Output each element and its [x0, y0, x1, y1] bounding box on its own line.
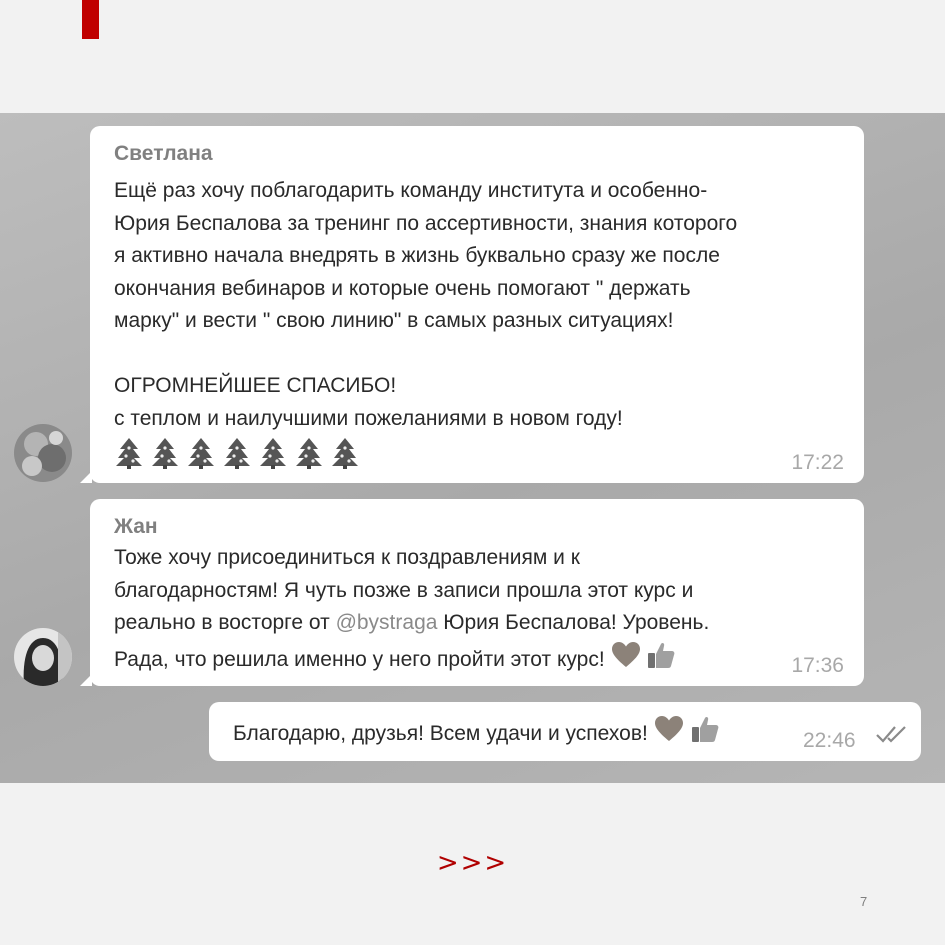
- thumbs-up-icon: [646, 640, 676, 681]
- accent-bar: [82, 0, 99, 39]
- next-slide-arrows[interactable]: >>>: [436, 848, 509, 878]
- christmas-tree-icon: [294, 437, 328, 467]
- message-text-part: Тоже хочу присоединиться к поздравлениям и к благодарностям! Я чуть позже в записи прошла этот курс и реально в восторге от: [114, 546, 694, 634]
- message-text: Ещё раз хочу поблагодарить команду института и особенно- Юрия Беспалова за тренинг по ассертивности, знания которого я активно начала внедрять в жизнь буквально сразу же после окончания вебинаров и которые очень помогают " держать марку" и вести " свою линию" в самых разных ситуациях! ОГРОМНЕЙШЕЕ СПАСИБО! с теплом и наилучшими пожеланиями в новом году!: [114, 179, 738, 430]
- double-check-icon: [875, 724, 909, 749]
- thumbs-up-icon: [690, 714, 720, 755]
- message-time: 17:36: [791, 654, 844, 677]
- message-text: [233, 714, 897, 755]
- avatar[interactable]: [14, 424, 72, 482]
- christmas-tree-icon: [330, 437, 364, 467]
- message-bubble-outgoing[interactable]: [209, 702, 921, 761]
- message-time: 17:22: [791, 451, 844, 474]
- heart-icon: [654, 715, 684, 754]
- message-text-part: Юрия Беспалова! Уровень. Рада, что решила именно у него пройти этот курс!: [114, 611, 710, 671]
- message-text: [114, 542, 840, 680]
- mention-link[interactable]: @bystraga: [335, 611, 438, 634]
- christmas-tree-icon: [114, 437, 148, 467]
- emoji-row: [114, 437, 840, 469]
- message-sender[interactable]: Жан: [114, 515, 158, 538]
- page-number: 7: [860, 894, 868, 909]
- christmas-tree-icon: [258, 437, 292, 467]
- christmas-tree-icon: [186, 437, 220, 467]
- christmas-tree-icon: [150, 437, 184, 467]
- chat-window[interactable]: [0, 113, 945, 783]
- message-bubble[interactable]: [90, 499, 864, 686]
- message-time: 22:46: [803, 729, 856, 752]
- message-sender[interactable]: Светлана: [114, 142, 213, 165]
- message-text-part: Благодарю, друзья! Всем удачи и успехов!: [233, 722, 654, 746]
- heart-icon: [611, 641, 641, 680]
- christmas-tree-icon: [222, 437, 256, 467]
- avatar[interactable]: [14, 628, 72, 686]
- message-bubble[interactable]: [90, 126, 864, 483]
